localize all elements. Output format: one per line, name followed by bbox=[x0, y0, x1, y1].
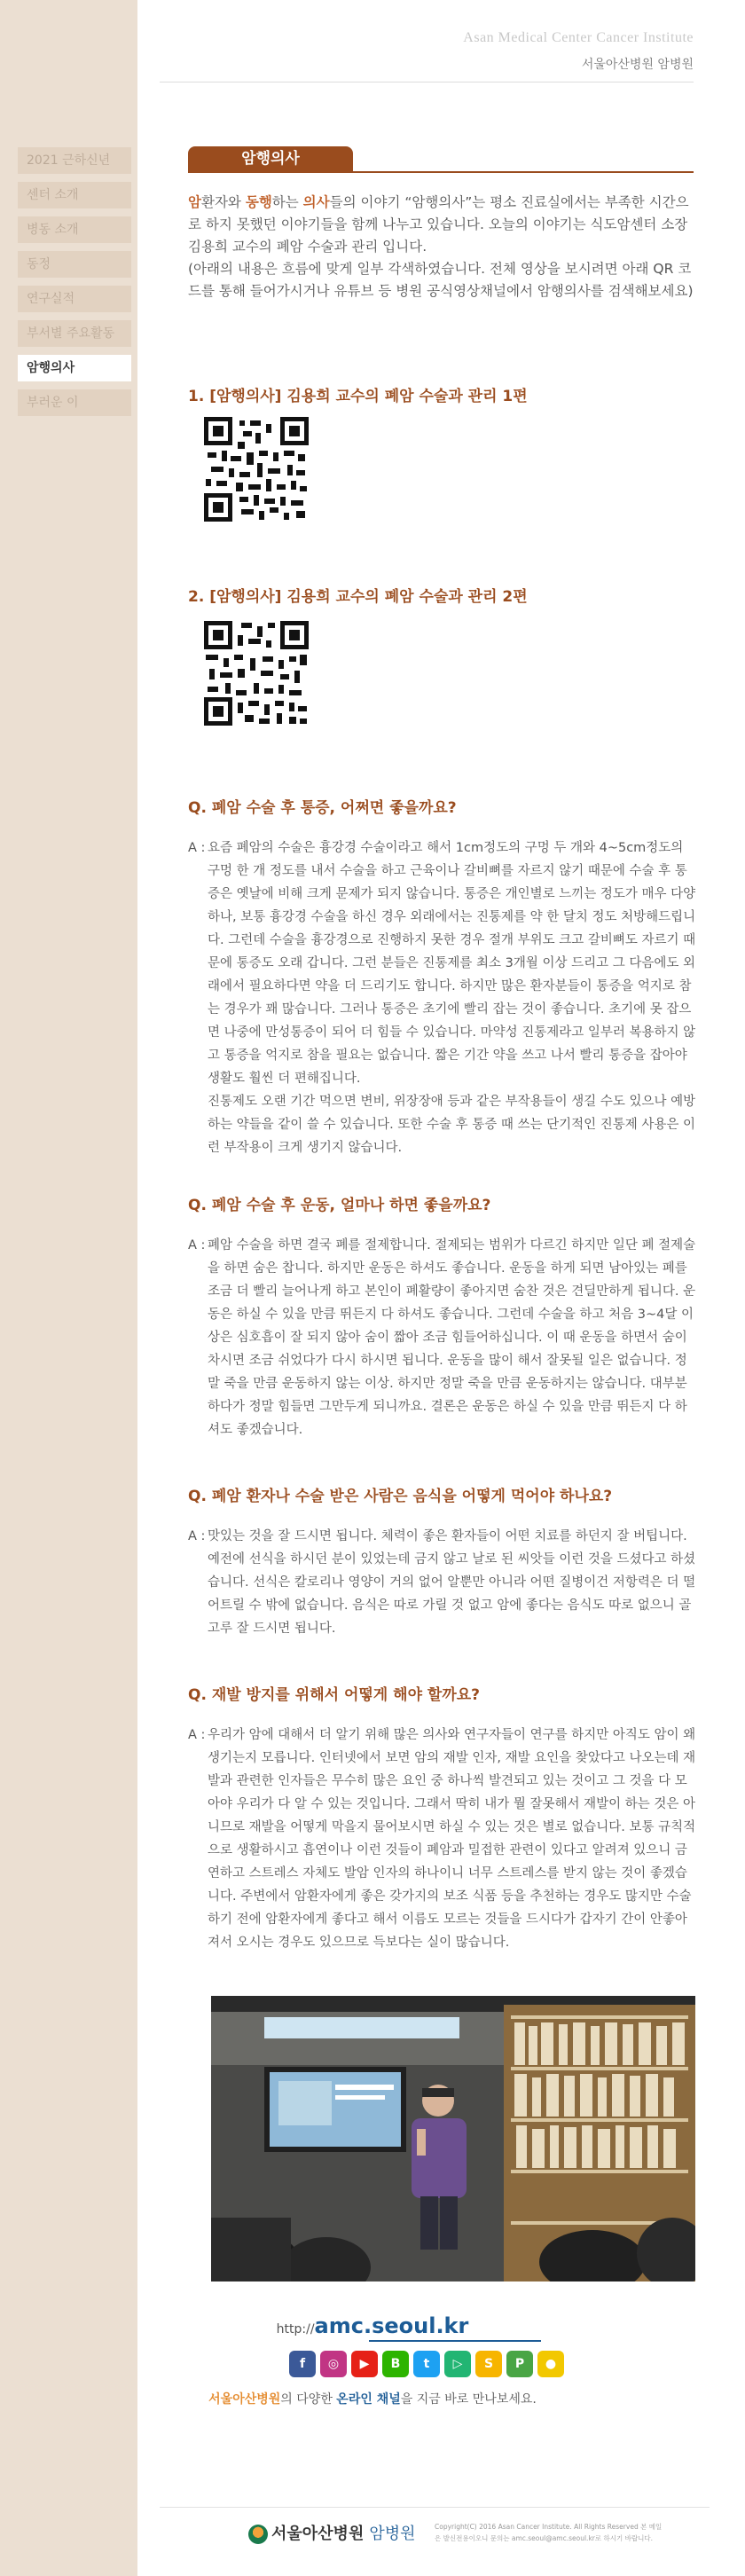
lecture-photo bbox=[211, 1996, 695, 2281]
sns-caption bbox=[0, 2390, 745, 2407]
blog-icon[interactable]: B bbox=[382, 2351, 409, 2377]
intro-highlight: 암 bbox=[188, 194, 201, 210]
sidebar-item-center-intro[interactable]: 센터 소개 bbox=[18, 182, 131, 208]
intro-highlight: 동행 bbox=[245, 194, 272, 210]
sidebar-nav bbox=[18, 147, 131, 424]
section-divider bbox=[188, 171, 694, 173]
lecture-photo-illustration bbox=[211, 1996, 695, 2281]
section-intro bbox=[188, 192, 697, 302]
sns-caption-org: 서울아산병원 bbox=[208, 2392, 281, 2407]
qa-answer-text: 우리가 암에 대해서 더 알기 위해 많은 의사와 연구자들이 연구를 하지만 아직도 암이 왜 생기는지 모릅니다. 인터넷에서 보면 암의 재발 인자, 재발 요인을 찾았다고 나오는데 재발과 관련한 인자들은 무수히 많은 요인 중 하나씩 발견되고 있는 것이고 그 것을 다 모아야 우리가 다 알 수 있는 것입니다. 그래서 딱히 내가 뭘 잘못해서 재발이 하는 것은 아니므로 재발을 어떻게 막을지 물어보시면 하실 수 있는 것은 별로 없습니다. 보통 규칙적으로 생활하시고 흡연이나 이런 것들이 폐암과 밀접한 관련이 있다고 알려져 있으니 금연하고 스트레스 자체도 발암 인자의 하나이니 너무 스트레스를 받지 않는 것이 좋겠습니다. 주변에서 암환자에게 좋은 갖가지의 보조 식품 등을 추천하는 경우도 많지만 수술 하기 전에 암환자에게 좋다고 해서 이름도 모르는 것들을 드시다가 갑자기 간이 안좋아져서 오시는 경우도 있으므로 득보다는 실이 많습니다. bbox=[208, 1728, 696, 1950]
sidebar-item-ward-intro[interactable]: 병동 소개 bbox=[18, 216, 131, 243]
sns-caption-highlight: 온라인 채널 bbox=[336, 2392, 401, 2407]
youtube-icon[interactable]: ▶ bbox=[351, 2351, 378, 2377]
footer-logo[interactable] bbox=[248, 2521, 416, 2544]
qa-question: Q. 폐암 환자나 수술 받은 사람은 음식을 어떻게 먹어야 하나요? bbox=[188, 1488, 613, 1505]
qr-code-icon bbox=[204, 621, 309, 726]
intro-text: 들의 이야기 “암행의사”는 평소 진료실에서는 부족한 시간으로 하지 못했던 이야기들을 함께 나누고 있습니다. 오늘의 이야기는 식도암센터 소장 김용희 교수의 폐암 수술과 관리 입니다. bbox=[188, 194, 689, 255]
qr-code[interactable] bbox=[204, 417, 309, 522]
footer-copyright: Copyright(C) 2016 Asan Cancer Institute. All Rights Reserved 본 메일은 발신전용이오니 문의는 amc.seoul@amc.seoul.kr로 하시기 바랍니다. bbox=[435, 2523, 663, 2542]
url-underline bbox=[369, 2340, 541, 2342]
qa-answer bbox=[188, 836, 697, 1159]
qa-answer bbox=[188, 1525, 697, 1640]
footer-divider bbox=[160, 2507, 710, 2508]
hospital-logo-icon bbox=[248, 2525, 268, 2544]
qa-item bbox=[188, 1192, 697, 1441]
answer-marker: A : bbox=[188, 1529, 206, 1543]
sidebar-item-news[interactable]: 동정 bbox=[18, 251, 131, 278]
episode-title[interactable]: 2. [암행의사] 김용희 교수의 폐암 수술과 관리 2편 bbox=[188, 588, 528, 606]
qa-question: Q. 재발 방지를 위해서 어떻게 해야 할까요? bbox=[188, 1686, 481, 1704]
qa-answer-text: 요즘 폐암의 수술은 흉강경 수술이라고 해서 1cm정도의 구멍 두 개와 4~5cm정도의 구멍 한 개 정도를 내서 수술을 하고 근육이나 갈비뼈를 자르지 않기 때문에 수술 후 통증은 옛날에 비해 크게 문제가 되지 않습니다. 통증은 개인별로 느끼는 정도가 매우 다양하나, 보통 흉강경 수술을 하신 경우 외래에서는 진통제를 약 한 달치 정도 처방해드립니다. 그런데 수술을 흉강경으로 진행하지 못한 경우 절개 부위도 크고 갈비뼈도 자르기 때문에 통증도 오래 갑니다. 그런 분들은 진통제를 최소 3개월 이상 드리고 그 다음에도 외래에서 필요하다면 약을 더 드리기도 합니다. 하지만 많은 환자분들이 통증을 억지로 참는 경우가 꽤 많습니다. 그러나 통증은 초기에 빨리 잡는 것이 좋습니다. 초기에 못 잡으면 나중에 만성통증이 되어 더 힘들 수 있습니다. 마약성 진통제라고 일부러 복용하지 않고 통증을 억지로 참을 필요는 없습니다. 짧은 기간 약을 쓰고 나서 빨리 통증을 잡아야 생활도 훨씬 더 편해집니다. bbox=[208, 841, 696, 1086]
facebook-icon[interactable]: f bbox=[289, 2351, 316, 2377]
naver-post-icon[interactable]: P bbox=[506, 2351, 533, 2377]
qr-code-icon bbox=[204, 417, 309, 522]
sidebar-item-new-year[interactable]: 2021 근하신년 bbox=[18, 147, 131, 174]
url-prefix: http:// bbox=[276, 2322, 315, 2336]
homepage-link[interactable] bbox=[0, 2313, 745, 2338]
qa-item bbox=[188, 1483, 697, 1640]
instagram-icon[interactable]: ◎ bbox=[320, 2351, 347, 2377]
sns-caption-text: 의 다양한 bbox=[280, 2392, 337, 2407]
intro-note: (아래의 내용은 흐름에 맞게 일부 각색하였습니다. 전체 영상을 보시려면 아래 QR 코드를 통해 들어가시거나 유튜브 등 병원 공식영상채널에서 암행의사를 검색해보세요) bbox=[188, 261, 694, 299]
qa-item bbox=[188, 1682, 697, 1954]
kakao-channel-icon[interactable]: ● bbox=[537, 2351, 564, 2377]
header-institute-en: Asan Medical Center Cancer Institute bbox=[463, 30, 694, 45]
qa-question: Q. 폐암 수술 후 통증, 어쩌면 좋을까요? bbox=[188, 799, 457, 817]
intro-highlight: 의사 bbox=[302, 194, 330, 210]
section-tab: 암행의사 bbox=[188, 146, 353, 171]
sns-caption-text: 을 지금 바로 만나보세요. bbox=[400, 2392, 537, 2407]
answer-marker: A : bbox=[188, 1728, 206, 1742]
header-institute-kr: 서울아산병원 암병원 bbox=[581, 58, 694, 72]
naver-tv-icon[interactable]: ▷ bbox=[444, 2351, 471, 2377]
sidebar-item-research[interactable]: 연구실적 bbox=[18, 286, 131, 312]
qa-answer-text: 맛있는 것을 잘 드시면 됩니다. 체력이 좋은 환자들이 어떤 치료를 하던지 잘 버팁니다. 예전에 선식을 하시던 분이 있었는데 금지 않고 날로 된 씨앗들 이런 것을 드셨다고 하셨습니다. 선식은 칼로리나 영양이 거의 없어 알뿐만 아니라 어떤 질병이건 저항력은 더 떨어트릴 수 밖에 없습니다. 음식은 따로 가릴 것 없고 암에 좋다는 음식도 따로 없으니 골고루 잘 드시면 됩니다. bbox=[208, 1529, 696, 1636]
intro-text: 환자와 bbox=[200, 194, 246, 210]
sidebar-item-doctor-talk[interactable]: 암행의사 bbox=[18, 355, 131, 381]
qa-answer bbox=[188, 1234, 697, 1441]
qr-code[interactable] bbox=[204, 621, 309, 726]
answer-marker: A : bbox=[188, 1238, 206, 1253]
qa-question: Q. 폐암 수술 후 운동, 얼마나 하면 좋을까요? bbox=[188, 1197, 491, 1214]
twitter-icon[interactable]: t bbox=[413, 2351, 440, 2377]
sidebar-item-envy[interactable]: 부러운 이 bbox=[18, 389, 131, 416]
episode-title[interactable]: 1. [암행의사] 김용희 교수의 폐암 수술과 관리 1편 bbox=[188, 388, 528, 405]
kakao-story-icon[interactable]: S bbox=[475, 2351, 502, 2377]
footer-logo-org: 서울아산병원 bbox=[271, 2525, 365, 2543]
qa-answer-text: 진통제도 오랜 기간 먹으면 변비, 위장장애 등과 같은 부작용들이 생길 수도 있으나 예방하는 약들을 같이 쓸 수 있습니다. 또한 수술 후 통증 때 쓰는 단기적인 진통제 사용은 이런 부작용이 크게 생기지 않습니다. bbox=[208, 1095, 696, 1155]
footer-logo-sub: 암병원 bbox=[369, 2525, 416, 2543]
answer-marker: A : bbox=[188, 841, 206, 855]
qa-item bbox=[188, 795, 697, 1159]
intro-text: 하는 bbox=[271, 194, 303, 210]
qa-answer-text: 폐암 수술을 하면 결국 폐를 절제합니다. 절제되는 범위가 다르긴 하지만 일단 폐 절제술을 하면 숨은 찹니다. 하지만 운동은 하셔도 좋습니다. 운동을 하게 되면 남아있는 폐를 조금 더 빨리 늘어나게 하고 본인이 폐활량이 좋아지면 숨찬 것은 견딜만하게 됩니다. 운동은 하실 수 있을 만큼 뛰든지 다 하셔도 좋습니다. 그런데 수술을 하고 처음 3~4달 이상은 심호흡이 잘 되지 않아 숨이 짧아 조금 힘들어하십니다. 이 때 운동을 하면서 숨이 차시면 조금 쉬었다가 다시 하시면 됩니다. 운동을 많이 해서 잘못될 일은 없습니다. 정말 죽을 만큼 운동하지 않는 이상. 하지만 정말 죽을 만큼 운동하지는 않습니다. 대부분 하다가 정말 힘들면 그만두게 되니까요. 결론은 운동은 하실 수 있을 만큼 뛰든지 다 하셔도 좋겠습니다. bbox=[208, 1238, 696, 1437]
url-host: amc.seoul.kr bbox=[314, 2313, 469, 2338]
qa-answer bbox=[188, 1724, 697, 1954]
sidebar-item-dept-activities[interactable]: 부서별 주요활동 bbox=[18, 320, 131, 347]
